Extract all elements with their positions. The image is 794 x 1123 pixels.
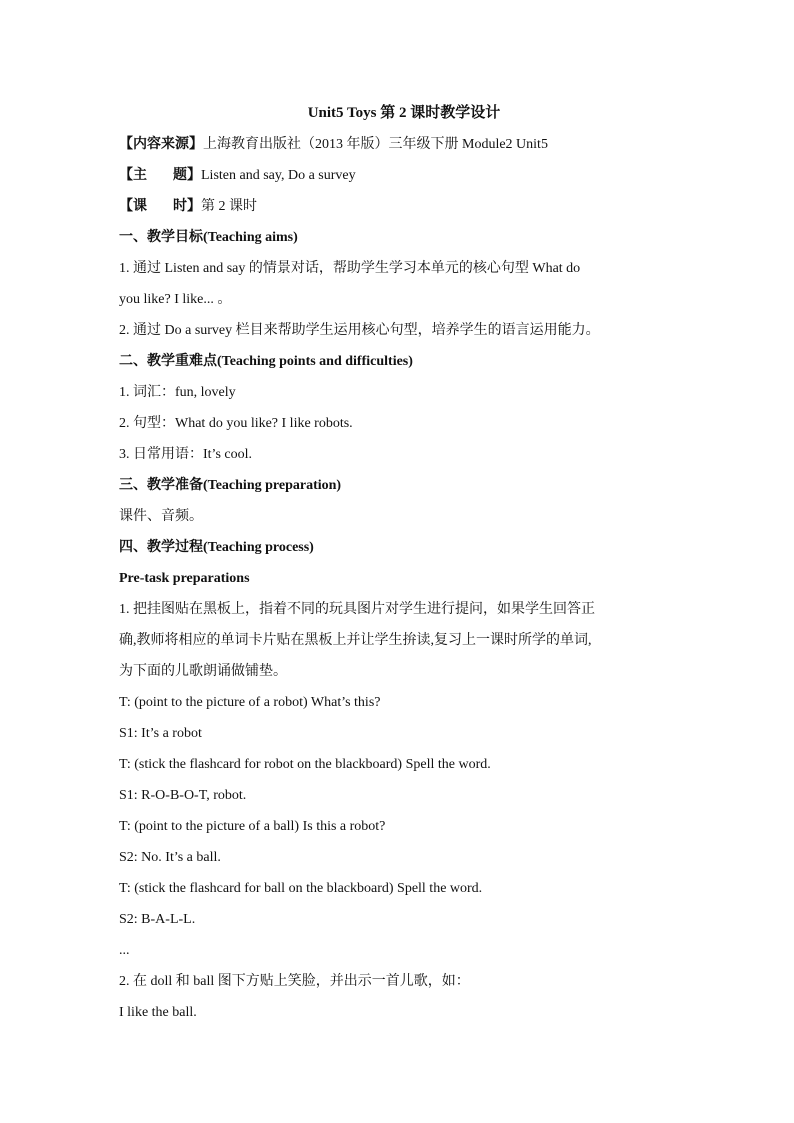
points-item-1: 1. 词汇：fun, lovely bbox=[119, 385, 236, 400]
dialogue-line: T: (point to the picture of a robot) What’s this? bbox=[119, 695, 381, 710]
step-1-line-1: 1. 把挂图贴在黑板上，指着不同的玩具图片对学生进行提问，如果学生回答正 bbox=[119, 602, 595, 617]
topic-label-start: 【主 bbox=[119, 168, 147, 183]
dialogue-ellipsis: ... bbox=[119, 943, 130, 958]
aims-item-1-line-1: 1. 通过 Listen and say 的情景对话，帮助学生学习本单元的核心句型 What do bbox=[119, 261, 581, 276]
source-line bbox=[119, 129, 679, 160]
points-item-3: 3. 日常用语：It’s cool. bbox=[119, 447, 252, 462]
source-label: 【内容来源】 bbox=[119, 137, 203, 152]
period-label-start: 【课 bbox=[119, 199, 147, 214]
topic-value: Listen and say, Do a survey bbox=[201, 168, 356, 183]
dialogue-line: S1: It’s a robot bbox=[119, 726, 202, 741]
period-line bbox=[119, 191, 679, 222]
section-heading-preparation: 三、教学准备(Teaching preparation) bbox=[119, 478, 342, 493]
document-title: Unit5 Toys 第 2 课时教学设计 bbox=[307, 105, 501, 121]
pre-task-heading: Pre-task preparations bbox=[119, 571, 250, 586]
source-value: 上海教育出版社（2013 年版）三年级下册 Module2 Unit5 bbox=[203, 137, 548, 152]
section-heading-points: 二、教学重难点(Teaching points and difficulties) bbox=[119, 354, 413, 369]
preparation-text: 课件、音频。 bbox=[119, 509, 203, 524]
period-label-end: 时】 bbox=[173, 199, 201, 214]
points-item-2: 2. 句型：What do you like? I like robots. bbox=[119, 416, 353, 431]
aims-item-1-line-2: you like? I like... 。 bbox=[119, 292, 232, 307]
dialogue-line: S2: B-A-L-L. bbox=[119, 912, 196, 927]
dialogue-line: S2: No. It’s a ball. bbox=[119, 850, 221, 865]
dialogue-line: S1: R-O-B-O-T, robot. bbox=[119, 788, 247, 803]
step-1-line-3: 为下面的儿歌朗诵做铺垫。 bbox=[119, 664, 287, 679]
step-1-line-2: 确,教师将相应的单词卡片贴在黑板上并让学生拚读,复习上一课时所学的单词, bbox=[119, 633, 592, 648]
section-heading-process: 四、教学过程(Teaching process) bbox=[119, 540, 314, 555]
document-page bbox=[119, 98, 679, 1028]
dialogue-line: T: (point to the picture of a ball) Is this a robot? bbox=[119, 819, 386, 834]
dialogue-line: T: (stick the flashcard for ball on the blackboard) Spell the word. bbox=[119, 881, 483, 896]
topic-label-end: 题】 bbox=[173, 168, 201, 183]
step-2-line: 2. 在 doll 和 ball 图下方贴上笑脸，并出示一首儿歌，如： bbox=[119, 974, 470, 989]
dialogue-line: T: (stick the flashcard for robot on the blackboard) Spell the word. bbox=[119, 757, 491, 772]
rhyme-line-1: I like the ball. bbox=[119, 1005, 197, 1020]
topic-line bbox=[119, 160, 679, 191]
period-value: 第 2 课时 bbox=[201, 199, 257, 214]
section-heading-aims: 一、教学目标(Teaching aims) bbox=[119, 230, 298, 245]
aims-item-2: 2. 通过 Do a survey 栏目来帮助学生运用核心句型，培养学生的语言运用能力。 bbox=[119, 323, 600, 338]
